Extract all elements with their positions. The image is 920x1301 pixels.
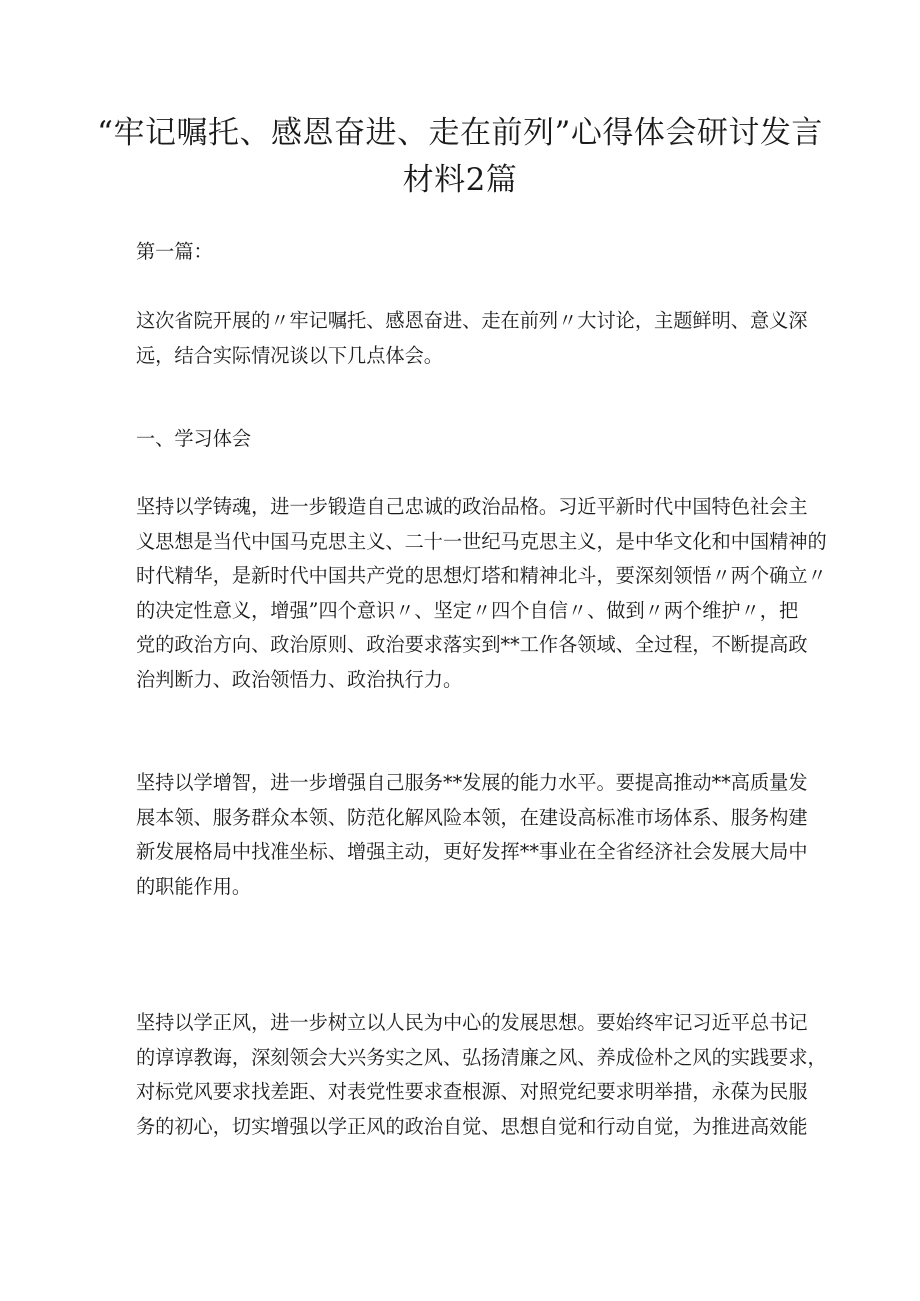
paragraph-line: 坚持以学正风，进一步树立以人民为中心的发展思想。要始终牢记习近平总书记 (136, 1011, 808, 1034)
paragraph-line: 的决定性意义，增强”四个意识〃、坚定〃四个自信〃、做到〃两个维护〃，把 (136, 598, 799, 622)
paragraph-line: 党的政治方向、政治原则、政治要求落实到**工作各领域、全过程，不断提高政 (136, 633, 808, 656)
paragraph-line: 的职能作用。 (136, 874, 252, 898)
paragraph-line: 时代精华，是新时代中国共产党的思想灯塔和精神北斗，要深刻领悟〃两个确立〃 (136, 564, 827, 587)
intro-line: 这次省院开展的〃牢记嘱托、感恩奋进、走在前列〃大讨论，主题鲜明、意义深 (136, 309, 808, 332)
document-title-line-2: 材料2篇 (402, 162, 518, 198)
paragraph-line: 的谆谆教诲，深刻领会大兴务实之风、弘扬清廉之风、养成俭朴之风的实践要求， (136, 1045, 827, 1069)
document-title-line-1: “牢记嘱托、感恩奋进、走在前列”心得体会研讨发言 (97, 115, 823, 151)
paragraph-line: 义思想是当代中国马克思主义、二十一世纪马克思主义，是中华文化和中国精神的 (136, 529, 827, 553)
paragraph-line: 坚持以学增智，进一步增强自己服务**发展的能力水平。要提高推动**高质量发 (136, 771, 808, 794)
paragraph-3 (136, 1006, 827, 1144)
paragraph-line: 务的初心，切实增强以学正风的政治自觉、思想自觉和行动自觉，为推进高效能 (136, 1114, 808, 1138)
paragraph-line: 展本领、服务群众本领、防范化解风险本领，在建设高标准市场体系、服务构建 (136, 805, 808, 829)
intro-paragraph (136, 304, 808, 373)
paragraph-1 (136, 490, 827, 697)
paragraph-line: 对标党风要求找差距、对表党性要求查根源、对照党纪要求明举措，永葆为民服 (136, 1080, 808, 1103)
intro-line: 远，结合实际情况谈以下几点体会。 (136, 343, 443, 367)
paragraph-line: 坚持以学铸魂，进一步锻造自己忠诚的政治品格。习近平新时代中国特色社会主 (136, 495, 808, 518)
paragraph-2 (136, 766, 808, 904)
section-heading: 一、学习体会 (136, 427, 252, 450)
part-label: 第一篇： (136, 240, 213, 263)
paragraph-line: 新发展格局中找准坐标、增强主动，更好发挥**事业在全省经济社会发展大局中 (136, 840, 808, 863)
paragraph-line: 治判断力、政治领悟力、政治执行力。 (136, 667, 463, 691)
